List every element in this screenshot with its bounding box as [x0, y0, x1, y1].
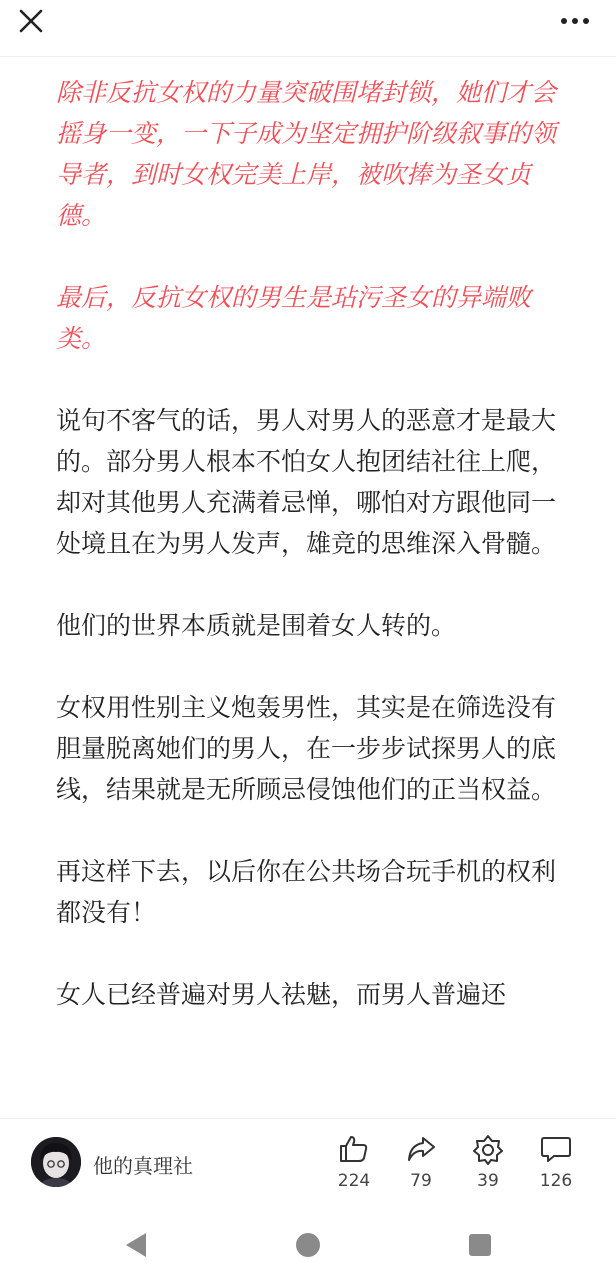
back-triangle-icon — [116, 1228, 156, 1262]
author-avatar[interactable] — [31, 1137, 81, 1187]
article-paragraph: 女权用性别主义炮轰男性，其实是在筛选没有胆量脱离她们的男人，在一步步试探男人的底线，结果就是无所顾忌侵蚀他们的正当权益。 — [56, 693, 557, 804]
avatar-image — [31, 1137, 81, 1187]
comment-count: 126 — [539, 1171, 573, 1191]
more-options-button[interactable] — [558, 4, 592, 38]
comment-button[interactable] — [524, 1133, 588, 1191]
article-paragraph: 再这样下去，以后你在公共场合玩手机的权利都没有！ — [56, 857, 557, 927]
like-button[interactable] — [322, 1133, 386, 1191]
share-button[interactable] — [389, 1133, 453, 1191]
top-bar — [0, 0, 616, 57]
bottom-action-bar — [0, 1118, 616, 1209]
nav-recents-button[interactable] — [460, 1228, 500, 1262]
article-content — [56, 72, 566, 1056]
article-paragraph-emphasis: 除非反抗女权的力量突破围堵封锁，她们才会摇身一变，一下子成为坚定拥护阶级叙事的领导者，到时女权完美上岸，被吹捧为圣女贞德。 — [56, 78, 557, 230]
close-button[interactable] — [14, 4, 48, 38]
nav-home-button[interactable] — [288, 1228, 328, 1262]
article-paragraph-emphasis: 最后，反抗女权的男生是玷污圣女的异端败类。 — [56, 283, 532, 353]
share-arrow-icon — [405, 1133, 437, 1165]
article-paragraph: 说句不客气的话，男人对男人的恶意才是最大的。部分男人根本不怕女人抱团结社往上爬，却对其他男人充满着忌惮，哪怕对方跟他同一处境且在为男人发声，雄竞的思维深入骨髓。 — [56, 406, 557, 558]
recommend-button[interactable] — [456, 1133, 520, 1191]
thumbs-up-icon — [338, 1133, 370, 1165]
recommend-flower-icon — [472, 1133, 504, 1165]
recents-square-icon — [460, 1228, 500, 1262]
article-paragraph: 女人已经普遍对男人祛魅，而男人普遍还 — [56, 980, 507, 1009]
system-navigation-bar — [0, 1208, 616, 1280]
author-name[interactable]: 他的真理社 — [93, 1154, 193, 1178]
close-icon — [14, 4, 48, 38]
article-paragraph: 他们的世界本质就是围着女人转的。 — [56, 611, 457, 640]
like-count: 224 — [337, 1171, 371, 1191]
recommend-count: 39 — [477, 1171, 499, 1191]
more-dots-icon — [558, 4, 592, 38]
home-circle-icon — [288, 1228, 328, 1262]
share-count: 79 — [410, 1171, 432, 1191]
comment-bubble-icon — [540, 1133, 572, 1165]
nav-back-button[interactable] — [116, 1228, 156, 1262]
